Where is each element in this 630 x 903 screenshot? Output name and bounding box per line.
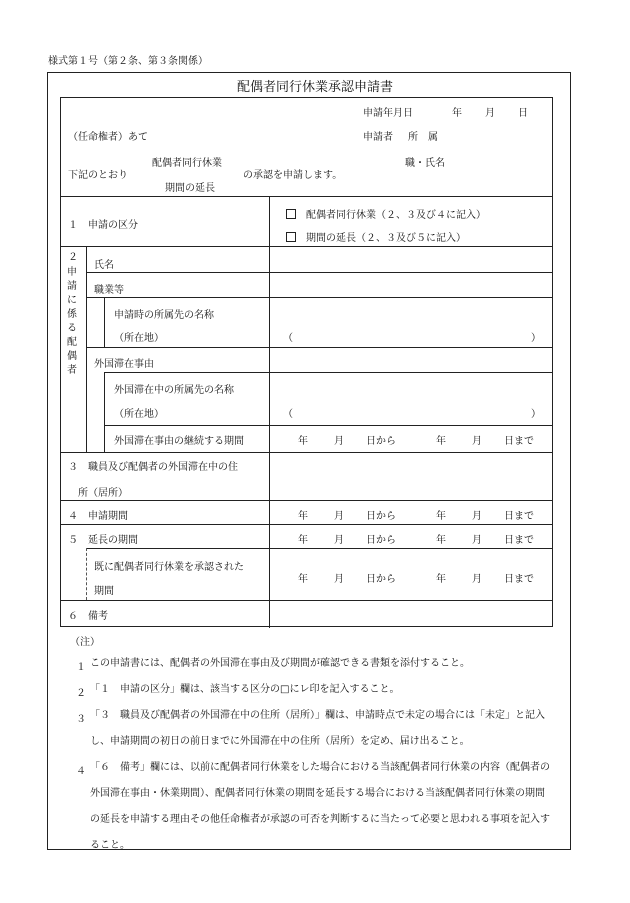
- option-companion-leave: 配偶者同行休業: [152, 158, 222, 169]
- section1-option-extension[interactable]: [286, 229, 466, 244]
- period-row-continuation: 年 月 日から 年 月 日まで: [298, 436, 534, 447]
- section5-label: ５ 延長の期間: [68, 535, 138, 546]
- note-number: １: [76, 662, 86, 673]
- date-day: 日: [518, 108, 528, 119]
- note-number: ２: [76, 688, 86, 699]
- section5-sub-line1: 既に配偶者同行休業を承認された: [94, 562, 244, 573]
- note-number: ４: [76, 766, 86, 777]
- paren-close: ）: [531, 409, 541, 420]
- section4-label: ４ 申請期間: [68, 511, 128, 522]
- section3-line2: 所（居所）: [78, 488, 128, 499]
- affiliation-location-label: （所在地）: [114, 333, 164, 344]
- spouse-occupation-label: 職業等: [94, 285, 124, 296]
- abroad-affiliation-label: 外国滞在中の所属先の名称: [114, 385, 234, 396]
- request-prefix: 下記のとおり: [68, 170, 128, 181]
- form-number: 様式第１号（第２条、第３条関係）: [48, 56, 208, 67]
- section2-number: ２: [68, 252, 78, 263]
- period-row-approved: 年 月 日から 年 月 日まで: [298, 574, 534, 585]
- section1-label: １ 申請の区分: [68, 220, 138, 231]
- section6-label: ６ 備考: [68, 611, 108, 622]
- period-row-application: 年 月 日から 年 月 日まで: [298, 511, 534, 522]
- checkbox-icon[interactable]: [286, 232, 296, 242]
- applicant-label: 申請者: [363, 132, 393, 143]
- note-item: 「６ 備考」欄には、以前に配偶者同行休業をした場合における当該配偶者同行休業の内容（配偶者の外国滞在事由・休業期間）、配偶者同行休業の期間を延長する場合における当該配偶者同行休業の期間の延長を申請する理由その他任命権者が承認の可否を判断するに当たって必要と思われる事項を記入すること。: [90, 762, 550, 851]
- paren-close: ）: [531, 333, 541, 344]
- option-extension: 期間の延長: [165, 183, 215, 194]
- paren-open: （: [283, 409, 293, 420]
- spouse-name-label: 氏名: [94, 260, 114, 271]
- abroad-location-label: （所在地）: [114, 409, 164, 420]
- section2-vertical-label: 申 請 に 係 る 配 偶 者: [67, 267, 77, 376]
- date-year: 年: [452, 108, 462, 119]
- section1-opt2-text: 期間の延長（２、３及び５に記入）: [306, 233, 466, 244]
- note-item: この申請書には、配偶者の外国滞在事由及び期間が確認できる書類を添付すること。: [90, 658, 470, 669]
- section5-sub-line2: 期間: [94, 586, 114, 597]
- addressee: （任命権者）あて: [68, 132, 148, 143]
- note-number: ３: [76, 714, 86, 725]
- note-item: 「３ 職員及び配偶者の外国滞在中の住所（居所）」欄は、申請時点で未定の場合には「未定」と記入し、申請期間の初日の前日までに外国滞在中の住所（居所）を定め、届け出ること。: [90, 710, 545, 747]
- name-label: 職・氏名: [405, 158, 445, 169]
- date-month: 月: [485, 108, 495, 119]
- date-label: 申請年月日: [363, 108, 413, 119]
- checkbox-icon[interactable]: [286, 209, 296, 219]
- request-suffix: の承認を申請します。: [243, 170, 343, 181]
- continuation-period-label: 外国滞在事由の継続する期間: [114, 436, 244, 447]
- note-item: 「１ 申請の区分」欄は、該当する区分の□にレ印を記入すること。: [90, 684, 400, 695]
- page-title: 配偶者同行休業承認申請書: [236, 80, 393, 95]
- abroad-reason-label: 外国滞在事由: [94, 359, 154, 370]
- paren-open: （: [283, 333, 293, 344]
- section1-option-leave[interactable]: [286, 206, 486, 221]
- affiliation-label: 所 属: [408, 132, 438, 143]
- period-row-extension: 年 月 日から 年 月 日まで: [298, 535, 534, 546]
- notes-heading: （注）: [70, 637, 100, 648]
- section3-line1: ３ 職員及び配偶者の外国滞在中の住: [68, 462, 238, 473]
- section1-opt1-text: 配偶者同行休業（２、３及び４に記入）: [306, 210, 486, 221]
- affiliation-name-label: 申請時の所属先の名称: [114, 310, 214, 321]
